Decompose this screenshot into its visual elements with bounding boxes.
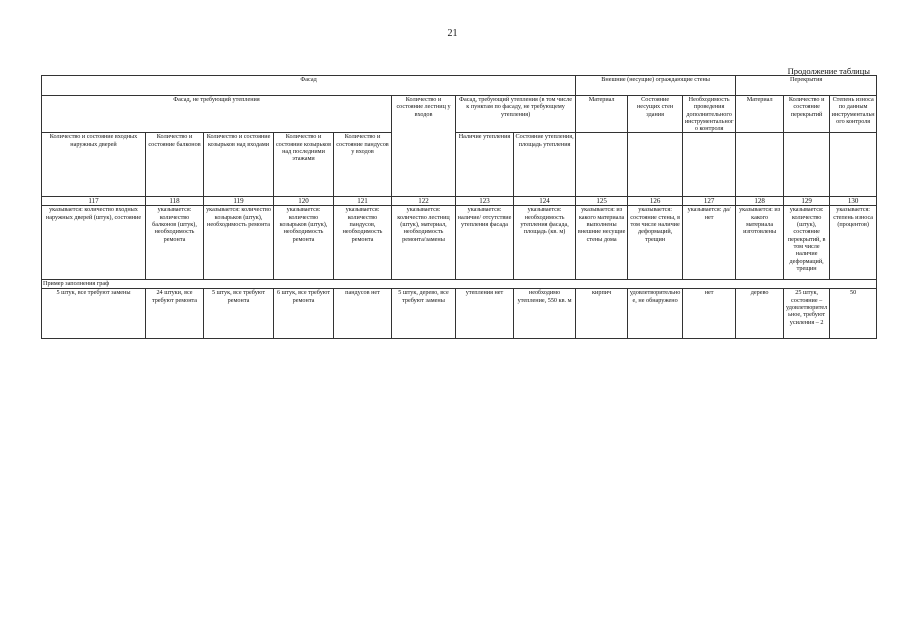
col-number: 120	[274, 197, 334, 206]
example-label: Пример заполнения граф	[42, 280, 877, 289]
col-header-123: Наличие утепления	[456, 133, 514, 197]
walls-col-3-header: Необходимость проведения дополнительного инструментального контроля	[683, 96, 736, 133]
col-number: 128	[736, 197, 784, 206]
example-cell: 24 штуки, все требуют ремонта	[146, 289, 204, 339]
description-cell: указывается: необходимость утепления фасада, площадь (кв. м)	[514, 206, 576, 280]
description-cell: указывается: количество козырьков (штук), необходимость ремонта	[204, 206, 274, 280]
description-cell: указывается: количество лестниц (штук), материал, необходимость ремонта/замены	[392, 206, 456, 280]
subgroup-no-insulation: Фасад, не требующий утепления	[42, 96, 392, 133]
example-cell: 6 штук, все требуют ремонта	[274, 289, 334, 339]
col-number: 121	[334, 197, 392, 206]
col-number: 122	[392, 197, 456, 206]
example-cell: необходимо утепление, 550 кв. м	[514, 289, 576, 339]
col-number: 117	[42, 197, 146, 206]
walls-col-2-header: Состояние несущих стен здания	[628, 96, 683, 133]
group-floors: Перекрытия	[736, 76, 877, 96]
col-header-119: Количество и состояние козырьков над входами	[204, 133, 274, 197]
group-facade: Фасад	[42, 76, 576, 96]
example-cell: 50	[830, 289, 877, 339]
description-cell: указывается: из какого материала выполнены внешние несущие стены дома	[576, 206, 628, 280]
description-cell: указывается: наличие/ отсутствие утепления фасада	[456, 206, 514, 280]
example-label-row	[42, 280, 877, 289]
description-cell: указывается: количество (штук), состояние перекрытий, в том числе наличие деформаций, трещин	[784, 206, 830, 280]
example-cell: 5 штук, все требуют замены	[42, 289, 146, 339]
example-cell: 25 штук, состояние – удовлетворительное, требуют усиления – 2	[784, 289, 830, 339]
example-cell: пандусов нет	[334, 289, 392, 339]
description-row	[42, 206, 877, 280]
continuation-label: Продолжение таблицы	[787, 66, 870, 76]
subgroup-insulation: Фасад, требующий утепления (в том числе к пунктам по фасаду, не требующему утепления)	[456, 96, 576, 133]
group-walls: Внешние (несущие) ограждающие стены	[576, 76, 736, 96]
description-cell: указывается: количество балконов (штук), необходимость ремонта	[146, 206, 204, 280]
example-cell: 5 штук, все требуют ремонта	[204, 289, 274, 339]
col-number: 124	[514, 197, 576, 206]
col-number: 127	[683, 197, 736, 206]
example-row	[42, 289, 877, 339]
example-cell: 5 штук, дерево, все требуют замены	[392, 289, 456, 339]
page-number: 21	[447, 28, 458, 39]
description-cell: указывается: количество входных наружных дверей (штук), состояние	[42, 206, 146, 280]
example-cell: кирпич	[576, 289, 628, 339]
example-cell: дерево	[736, 289, 784, 339]
description-cell: указывается: количество пандусов, необходимость ремонта	[334, 206, 392, 280]
floors-col-3-header: Степень износа по данным инструментального контроля	[830, 96, 877, 133]
description-cell: указывается: из какого материала изготовлены	[736, 206, 784, 280]
col-number: 123	[456, 197, 514, 206]
example-cell: утепления нет	[456, 289, 514, 339]
col-number: 126	[628, 197, 683, 206]
subgroup-stairs: Количество и состояние лестниц у входов	[392, 96, 456, 197]
col-number: 118	[146, 197, 204, 206]
description-cell: указывается: количество козырьков (штук), необходимость ремонта	[274, 206, 334, 280]
col-number: 125	[576, 197, 628, 206]
description-cell: указывается: да/нет	[683, 206, 736, 280]
column-number-row	[42, 197, 877, 206]
description-cell: указывается: состояние стены, в том числе наличие деформаций, трещин	[628, 206, 683, 280]
col-header-117: Количество и состояние входных наружных дверей	[42, 133, 146, 197]
col-header-118: Количество и состояние балконов	[146, 133, 204, 197]
description-cell: указывается: степень износа (процентов)	[830, 206, 877, 280]
subgroup-header-row	[42, 96, 877, 133]
column-header-row	[42, 133, 877, 197]
example-cell: нет	[683, 289, 736, 339]
col-header-124: Состояние утепления, площадь утепления	[514, 133, 576, 197]
floors-col-2-header: Количество и состояние перекрытий	[784, 96, 830, 133]
col-number: 130	[830, 197, 877, 206]
col-header-120: Количество и состояние козырьков над последними этажами	[274, 133, 334, 197]
group-header-row	[42, 76, 877, 96]
floors-col-1-header: Материал	[736, 96, 784, 133]
col-number: 119	[204, 197, 274, 206]
example-cell: удовлетворительное, не обнаружено	[628, 289, 683, 339]
survey-table	[41, 75, 877, 339]
walls-col-1-header: Материал	[576, 96, 628, 133]
col-header-121: Количество и состояние пандусов у входов	[334, 133, 392, 197]
col-number: 129	[784, 197, 830, 206]
